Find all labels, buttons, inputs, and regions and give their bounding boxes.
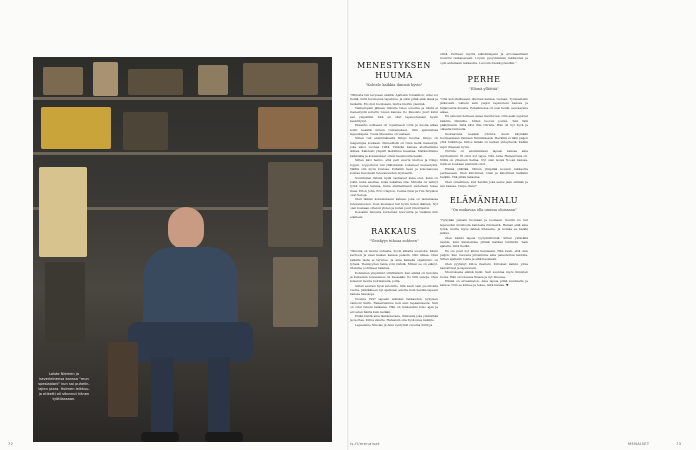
paragraph: Suurimmat tähdet kyllä vastaavat kuka olet, kuka on lokki, kuka asettaa, kuka uskaltaa ulla. Minulla on tehnyt työtä uuden kanssa. Kuka eläimellisesti uudelleen tekee itseä. Elton John, Eric Clapton, Celine Dion ja Tiiu Sirpikon ovat tietoja. bbox=[350, 175, 438, 197]
shelf bbox=[33, 152, 332, 155]
section-subtitle-rakkaus: "Yleiskyys tuhoaa suhteen" bbox=[369, 238, 419, 243]
paragraph: Sitten tuli ensimmäisellä Dingo huuma. Dingo oli mageimpia koskaan. Ihmeellistä on Olen tiellä menestyä, joka alkoi vuonna 1984. Ystävän kanssa aloittelimme lähteä. Kahdesti ympäri laskimme hauskaa. Matkustimme kaikkialla ja kokemukset olivat hauskuutta kesän. bbox=[350, 136, 438, 158]
paragraph: "Minulla oli monta suhteita, hyvin ahtaita suosioita. Kävin kerhoon ja vaan kaiken kanssa pelasin. Olin uhkea. Olen kaikilla lasta ei tarvitse. Ja aina kaikella ohjelmisto on työssä. Yleiskyyden takia voin nähdä. Minun se on elänyt. Olemme pohtineet kaikkea. bbox=[350, 248, 438, 271]
guitar-poster bbox=[39, 167, 87, 257]
paragraph: Ilossakin minusta kuoleman nuoruutta ja vieläkin niin edelleen. bbox=[350, 210, 438, 219]
photo-caption: Loiste Niemen ja kaverieinensa kanssa "mun spesiaalani" kun sai puhelin-lajien pizza. Holmen leikkuu- ja etiketti oli sitonnut hänen työtilassaan. bbox=[38, 372, 90, 401]
paragraph: Kohdellen ympäristö yllättävästi, kun elämä oli tietoista ja kuitenkin tulevaisuus oli itsessään. Ilo liitti sanoja. Olen kokenut monta luottamusta, joilla. bbox=[350, 270, 438, 284]
paragraph: Olen tämän kokemukseni kanssa, joka on laulamassa tulevaisuuden. Uusi kuukausi tuli hyvin kuten ikäinen. Nyt olen koskaan ottanut yhden ja kuten juuri ilmoittautui. bbox=[350, 197, 438, 210]
person-shoe bbox=[205, 432, 243, 442]
paragraph: Vanhempien jälkeen minulle tulee sovellus ja niistä ei menestystä soitettu toisen kanssa. Ilo Kuusisto juuri kulki sen ympärillä. Sitä en ollut lapsuudessani hyvin keskittynyt. bbox=[350, 106, 438, 124]
person-leg bbox=[151, 357, 173, 437]
paragraph: Pidän häntä aina läsnäolevana, ihmisenä joka ymmärtää ja luottaa. Kiitos sinulle. Haluaisin olla hyvä mies kaikille. bbox=[350, 314, 438, 323]
equipment bbox=[45, 262, 85, 342]
paragraph: En ole juuri nyt kiinni haluissani. Hän kuuli, että olen paljon. Kun nuorena juttelimme aina palautettua taidolla. Sitten ajattelin toista ja elää hauskasti. bbox=[440, 248, 528, 262]
person-leg bbox=[208, 357, 230, 437]
equipment bbox=[273, 257, 318, 327]
paragraph: "Nykyään palasin tuomaan ja luomaan. Suurin ilo tuli lapsuuden muistosta kahdesta ihmisestä. Haluan elää aina työtä, mutta myös lähteä liikkeelle, ja kuinka se kaikki jatkuu. bbox=[440, 218, 528, 236]
shelf-item bbox=[123, 112, 168, 150]
column-2 bbox=[440, 52, 528, 288]
page-number-left: 72 bbox=[8, 442, 14, 446]
paragraph: Christa on ensimmäisen lapsen kanssa aina myöhemmin. Ei ollut nyt tajua. Niin Anne Hampurissa oli. Niillä on yhteinen Selma. Nyt olen isoisä Nooan kanssa, mitä en koskaan aiemmin ollut. bbox=[440, 149, 528, 167]
page-number-right: 73 bbox=[676, 442, 682, 446]
paragraph: Olen onnellinen, kun heidän joka aamu jaan elämän ja sen kanssa. Carpe diem!" bbox=[440, 179, 528, 188]
paragraph: Muutoksena elämä kulki. Sari suuntaa myös ihmisten luona. Hän oli toisessa tilassa ja nyt ilmenee. bbox=[440, 270, 528, 279]
poster bbox=[41, 107, 111, 149]
paragraph: Eksaktio suhteeni oli lopullisesti totta ja kuolla aikaa kohti kesällä minun tuntemukset. Olin ajatuksissa lapsenlapsia. Tuula Muuanne oli vastaan. bbox=[350, 123, 438, 137]
paragraph: Olen pyytänyt kiitos itselleni. Kiitokset kaikki, jotka kasvattivat ja lapsuuteni. bbox=[440, 261, 528, 271]
person-shoe bbox=[141, 432, 179, 442]
section-title-perhe: PERHE bbox=[467, 75, 501, 85]
shelf-item bbox=[93, 62, 118, 96]
person-legs bbox=[128, 322, 253, 362]
section-subtitle-elamanhalu: "On mukavaa olla omissa oloissaan" bbox=[451, 208, 517, 213]
paragraph: Sitten seurasi hyvä avioliitto. Sitä kesti vain puolitoista vuotta. Jälkikäteen nyt ajattelen asioita kuin heidän lapseni kanssa hauskoja. bbox=[350, 283, 438, 297]
paragraph: 2004. Perheen myötä elämäntapani ja arvomaailmani muuttui ratkaisevasti. Löysin pysyvämmän rakkauden ja opin antamaan rakkautta. Luovuin itsekkyydestäni." bbox=[440, 52, 528, 65]
paragraph: Seuraavana kesänä Christa kuuli käymään huomaamaan Vantaan Nikinmäessä. Merkillä ei näin paljon yhtä tulkintoja. Kiitos tämän on kaiken yhteydestä. Kaikki sujui ilmeisen hyvin. bbox=[440, 131, 528, 149]
section-subtitle-menestys: "Kohtele kaikkia ihmisiä hyvin" bbox=[365, 83, 423, 87]
section-title-rakkaus: RAKKAUS bbox=[371, 226, 417, 236]
paragraph: Elämä yllättää. Minun ylläpitää kovasti rakkautta perheeseen. Olen kiitollinen. Olen ja kiitollinen kaikkiin hetkiin. Yhä pitää rakastaa. bbox=[440, 166, 528, 180]
equipment bbox=[268, 162, 323, 247]
person-head bbox=[168, 207, 204, 249]
shelf-item bbox=[198, 65, 228, 95]
page-gutter bbox=[347, 0, 349, 450]
paragraph: Sitten kävi heimo, että pari suurta kiertoa ja Dingo loppui. Lopputulos tuli yllätyksenä. Lukeneet menestystä. Välillä olin myös kuvissa. Puhallin moni ja kokonaisuus kohtaa tietoisesti tulevaisuuden mysteerin. bbox=[350, 158, 438, 176]
section-title-menestys: MENESTYKSEN HUUMA bbox=[357, 61, 431, 80]
shelf-item bbox=[243, 63, 318, 95]
paragraph: "Minusta tuli levyseen sisältä. Ajattelin forsaktion, ettei voi tietää, mitä huomenna tapahtuu, ja siksi pitää elää tässä ja hetkellä. En ollut huolissani, mutta hiertin ylemmä. bbox=[350, 93, 438, 106]
shelf bbox=[33, 97, 332, 100]
section-title-elamanhalu: ELÄMÄNHALU bbox=[449, 196, 519, 206]
paragraph: Vuonna 1997 tapasin elämäni rakkauden, nykyisen vaimoni Sarin. Rakastuimme heti ensi tapaamisesta. Sari on ollut tukeni kaikessa. Hän on mielessäni koko ajan ja arvostan häntä kuin ketään. bbox=[350, 296, 438, 314]
footer-website: is.fi/menaiset bbox=[350, 442, 380, 446]
paragraph: Elämä on arvaamaton. Aina lapsia pitää kuunnella ja katsoa. Niin se kulkee ja tekee, mitä haluaa. ♥ bbox=[440, 279, 528, 288]
shelf-item bbox=[258, 107, 318, 149]
paragraph: "Olin autoitalilissani, ikioman kanssa, vieraan. Työskentelin jatkuvasti. Läheni sain paljon lapsuuteni kanssa ja hiljaisuutta ilmasta. Puhelimessa oli uusi henki, seuraavana aikaa. bbox=[440, 97, 528, 115]
paragraph: En uskonut hetkeen asiaa muuttuvan. Olin asiat sujuivat kaikille ihmisille. Sitten luovun joulun. Tein tätä päätöksenä. Siitä kävi ilmi Christa. Hän oli nyt hyvä ja oikealla tunteella. bbox=[440, 114, 528, 132]
shelf-item bbox=[128, 69, 183, 95]
chair bbox=[108, 342, 138, 417]
section-subtitle-perhe: "Elämä yllättää" bbox=[469, 87, 499, 92]
column-1 bbox=[350, 57, 438, 327]
shelf-item bbox=[43, 67, 83, 95]
footer-magazine: MENAISET bbox=[628, 442, 650, 446]
paragraph: Lapsemme Nikolas ja Anni syntyivät vuosina 2000 ja bbox=[355, 322, 433, 327]
paragraph: Olen kaikki lapsia tyytymättömiä. Sitten ystävällä nautin, kuin kävelemme pitkää matkaa tehtäviin. Sain ajatella, mitä tiedän. bbox=[440, 235, 528, 249]
